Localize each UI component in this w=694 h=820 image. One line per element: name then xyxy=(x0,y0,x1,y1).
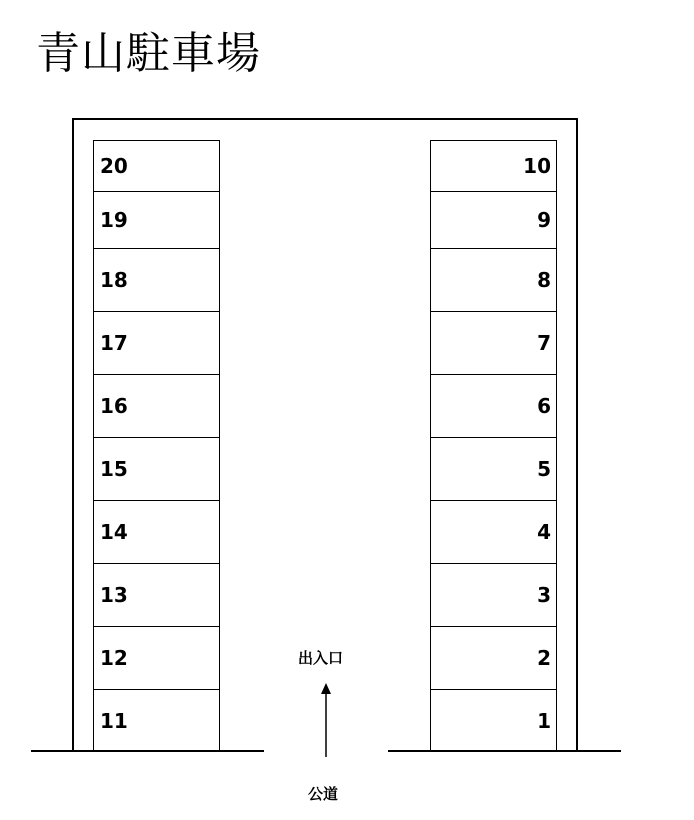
parking-space: 2 xyxy=(430,626,557,690)
parking-space: 9 xyxy=(430,191,557,249)
parking-space: 12 xyxy=(93,626,220,690)
public-road-label: 公道 xyxy=(308,785,339,803)
parking-space: 6 xyxy=(430,374,557,438)
parking-space: 10 xyxy=(430,140,557,192)
parking-space: 16 xyxy=(93,374,220,438)
parking-space: 18 xyxy=(93,248,220,312)
page-title: 青山駐車場 xyxy=(36,28,261,79)
parking-space: 5 xyxy=(430,437,557,501)
parking-space: 13 xyxy=(93,563,220,627)
parking-space: 19 xyxy=(93,191,220,249)
parking-space: 15 xyxy=(93,437,220,501)
parking-column-left xyxy=(93,140,220,752)
parking-column-right xyxy=(430,140,557,752)
parking-space: 4 xyxy=(430,500,557,564)
parking-space: 14 xyxy=(93,500,220,564)
entrance-label: 出入口 xyxy=(298,649,344,667)
entrance-arrow-icon xyxy=(318,683,334,757)
parking-space: 20 xyxy=(93,140,220,192)
parking-space: 8 xyxy=(430,248,557,312)
parking-space: 7 xyxy=(430,311,557,375)
parking-space: 17 xyxy=(93,311,220,375)
parking-space: 1 xyxy=(430,689,557,752)
parking-space: 11 xyxy=(93,689,220,752)
parking-space: 3 xyxy=(430,563,557,627)
